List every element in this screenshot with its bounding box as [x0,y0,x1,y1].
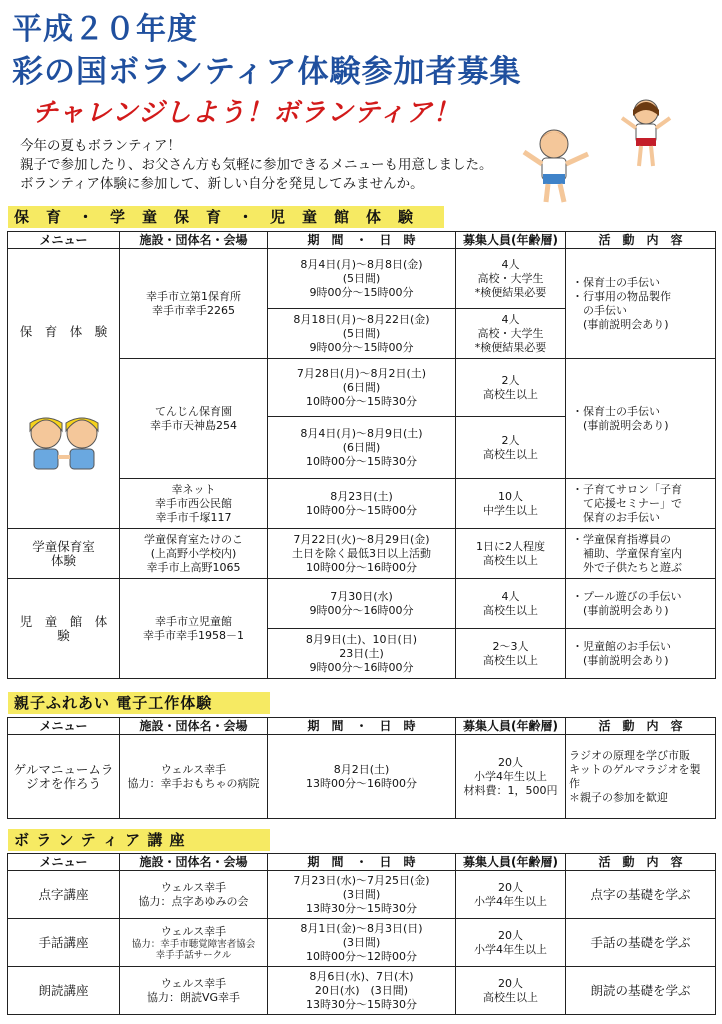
col-activity: 活 動 内 容 [566,718,716,735]
schedule-line: 8月2日(土) [333,762,390,776]
recruit-line: 小学4年生以上 [474,894,547,908]
menu-radio [8,735,120,819]
schedule-cell [268,629,456,679]
schedule-line: (6日間) [342,380,381,394]
activity-line: 外で子供たちと遊ぶ [572,560,682,574]
schedule-cell [268,479,456,529]
facility-name: ウェルス幸手 [160,880,227,894]
schedule-line: 8月6日(水)、7日(木) [309,969,414,983]
schedule-line: 10時00分～15時30分 [306,394,417,408]
table-header-row [8,854,716,871]
schedule-line: 9時00分～15時00分 [309,340,414,354]
table-row [8,735,716,819]
menu-childcare [8,249,120,529]
facility-address: 幸手市千塚117 [155,510,232,524]
activity-cell [566,479,716,529]
facility-cell [120,479,268,529]
facility-address: 幸手市上高野1065 [146,560,241,574]
recruit-cell [456,529,566,579]
facility-cell [120,967,268,1015]
table-row [8,967,716,1015]
recruit-line: 20人 [498,976,523,990]
schedule-line: (3日間) [342,887,381,901]
col-recruit: 募集人員(年齢層) [456,718,566,735]
schedule-cell [268,359,456,417]
recruit-cell [456,629,566,679]
menu-reading: 朗読講座 [8,967,120,1015]
schedule-line: 10時00分～12時00分 [306,949,417,963]
facility-name: ウェルス幸手 [160,762,227,776]
recruit-line: 高校・大学生 [477,271,544,285]
activity-cell [566,629,716,679]
menu-label: 保 育 体 験 [19,324,108,339]
col-menu: メニュー [8,232,120,249]
recruit-line: 高校生以上 [483,603,538,617]
activity-cell [566,529,716,579]
recruit-line: 中学生以上 [483,503,538,517]
facility-cell [120,359,268,479]
recruit-line: 高校生以上 [483,447,538,461]
intro-text [20,137,493,194]
schedule-line: 13時00分～16時00分 [306,776,417,790]
recruit-line: 1日に2人程度 [476,539,545,553]
recruit-line: 高校・大学生 [477,326,544,340]
facility-name: 幸ネット [171,482,216,496]
girl-mascot-illustration [616,96,676,174]
menu-label: ゲルマニュームラ [13,761,114,777]
recruit-line: 2人 [501,373,520,387]
schedule-line: 8月1日(金)～8月3日(日) [300,921,423,935]
activity-line: ・児童館のお手伝い [572,639,671,653]
schedule-line: (5日間) [342,271,381,285]
schedule-line: 8月18日(月)～8月22日(金) [293,312,430,326]
recruit-line: 高校生以上 [483,990,538,1004]
schedule-line: 20日(水) (3日間) [314,983,409,997]
courses-table [7,853,716,1015]
menu-braille: 点字講座 [8,871,120,919]
col-menu: メニュー [8,718,120,735]
schedule-line: 10時00分～15時30分 [306,454,417,468]
section-title-electronics: 親子ふれあい 電子工作体験 [8,692,270,714]
table-row [8,579,716,629]
facility-cell [120,529,268,579]
facility-name: 学童保育室たけのこ [144,532,243,546]
col-facility: 施設・団体名・会場 [120,232,268,249]
schedule-line: 9時00分～15時00分 [309,285,414,299]
col-facility: 施設・団体名・会場 [120,854,268,871]
activity-line: (事前説明会あり) [572,603,669,617]
col-menu: メニュー [8,854,120,871]
facility-address: 幸手市西公民館 [155,496,232,510]
schedule-line: 7月30日(水) [330,589,393,603]
col-schedule: 期 間 ・ 日 時 [268,232,456,249]
schedule-line: 7月28日(月)～8月2日(土) [296,366,427,380]
recruit-cell [456,919,566,967]
section-title-courses: ボ ラ ン テ ィ ア 講 座 [8,829,270,851]
activity-line: (事前説明会あり) [572,317,669,331]
recruit-line: 20人 [498,880,523,894]
facility-name: 幸手市立第1保育所 [146,289,241,303]
col-activity: 活 動 内 容 [566,854,716,871]
facility-partner: 協力：点字あゆみの会 [138,894,249,908]
facility-name: ウェルス幸手 [160,976,227,990]
facility-name: 幸手市立児童館 [155,614,232,628]
recruit-cell [456,309,566,359]
facility-partner: 協力：朗読VG幸手 [146,990,241,1004]
facility-partner: 協力：幸手おもちゃの病院 [127,776,260,790]
intro-line: ボランティア体験に参加して、新しい自分を発見してみませんか。 [20,176,424,192]
challenge-banner: チャレンジしよう！ボランティア！ [32,98,460,128]
table-row [8,529,716,579]
schedule-cell [268,579,456,629]
table-row [8,249,716,309]
recruit-cell [456,871,566,919]
table-header-row [8,232,716,249]
activity-line: ・学童保育指導員の [572,532,671,546]
schedule-line: (3日間) [342,935,381,949]
facility-address: 幸手市幸手2265 [152,303,235,317]
menu-sign-language: 手話講座 [8,919,120,967]
recruit-line: 20人 [498,928,523,942]
activity-cell [566,735,716,819]
recruit-line: 小学4年生以上 [474,769,547,783]
activity-cell [566,249,716,359]
childcare-table [7,231,716,679]
recruit-line: 高校生以上 [483,387,538,401]
activity-line: 作 [569,776,580,790]
schedule-cell [268,871,456,919]
recruit-cell [456,967,566,1015]
menu-label: ジオを作ろう [25,775,101,791]
children-illustration [22,409,106,483]
boy-mascot-illustration [518,124,596,208]
schedule-line: 土日を除く最低3日以上活動 [292,546,431,560]
facility-address: 幸手市幸手1958－1 [143,628,244,642]
activity-line: キットのゲルマラジオを製 [569,762,701,776]
schedule-cell [268,919,456,967]
schedule-line: (6日間) [342,440,381,454]
facility-cell [120,579,268,679]
facility-cell [120,249,268,359]
schedule-line: 10時00分～16時00分 [306,560,417,574]
schedule-line: 7月22日(火)～8月29日(金) [293,532,430,546]
schedule-line: (5日間) [342,326,381,340]
recruit-cell [456,579,566,629]
year-title: 平成２０年度 [12,12,198,47]
table-header-row [8,718,716,735]
col-facility: 施設・団体名・会場 [120,718,268,735]
activity-line: 補助、学童保育室内 [572,546,682,560]
schedule-cell [268,309,456,359]
schedule-line: 8月4日(月)～8月8日(金) [300,257,423,271]
activity-cell: 点字の基礎を学ぶ [566,871,716,919]
main-title: 彩の国ボランティア体験参加者募集 [12,54,522,90]
electronics-table [7,717,716,819]
schedule-cell [268,417,456,479]
col-recruit: 募集人員(年齢層) [456,232,566,249]
intro-line: 親子で参加したり、お父さん方も気軽に参加できるメニューも用意しました。 [20,157,493,173]
schedule-line: 9時00分～16時00分 [309,660,414,674]
activity-line: ・保育士の手伝い [572,275,660,289]
activity-line: ・プール遊びの手伝い [572,589,682,603]
recruit-line: 4人 [501,312,520,326]
menu-childrens-hall: 児 童 館 体 験 [8,579,120,679]
schedule-cell [268,967,456,1015]
recruit-line: 2人 [501,433,520,447]
recruit-line: *検便結果必要 [474,285,547,299]
recruit-cell [456,479,566,529]
activity-line: の手伝い [572,303,627,317]
intro-line: 今年の夏もボランティア！ [20,138,181,154]
recruit-line: 4人 [501,589,520,603]
schedule-line: 23日(土) [339,646,384,660]
recruit-line: 20人 [498,755,523,769]
recruit-line: 10人 [498,489,523,503]
activity-line: 保育のお手伝い [572,510,660,524]
col-recruit: 募集人員(年齢層) [456,854,566,871]
recruit-cell [456,735,566,819]
activity-cell [566,359,716,479]
menu-label: 体験 [50,552,76,568]
menu-label: 学童保育室 [32,538,95,554]
recruit-line: 4人 [501,257,520,271]
activity-line: ラジオの原理を学び市販 [569,748,690,762]
recruit-cell [456,417,566,479]
facility-name: ウェルス幸手 [160,924,227,938]
col-activity: 活 動 内 容 [566,232,716,249]
schedule-cell [268,529,456,579]
facility-cell [120,871,268,919]
activity-cell [566,579,716,629]
activity-line: ・保育士の手伝い [572,404,660,418]
activity-line: ・子育てサロン「子育 [572,482,682,496]
recruit-line: 高校生以上 [483,553,538,567]
facility-name: てんじん保育園 [155,404,232,418]
facility-cell [120,735,268,819]
facility-address: (上高野小学校内) [150,546,237,560]
activity-line: て応援セミナー」で [572,496,682,510]
table-row [8,919,716,967]
recruit-line: 小学4年生以上 [474,942,547,956]
facility-cell [120,919,268,967]
section-title-childcare: 保 育 ・ 学 童 保 育 ・ 児 童 館 体 験 [8,206,444,228]
recruit-line: 高校生以上 [483,653,538,667]
recruit-cell [456,359,566,417]
recruit-line: 材料費：1，500円 [463,783,558,797]
schedule-line: 9時00分～16時00分 [309,603,414,617]
table-row [8,871,716,919]
schedule-line: 8月4日(月)～8月9日(土) [300,426,423,440]
activity-line: (事前説明会あり) [572,418,669,432]
facility-address: 幸手市天神島254 [150,418,237,432]
menu-afterschool [8,529,120,579]
activity-line: ・行事用の物品製作 [572,289,671,303]
activity-cell: 朗読の基礎を学ぶ [566,967,716,1015]
facility-partner: 幸手手話サークル [155,949,232,961]
recruit-cell [456,249,566,309]
schedule-line: 10時00分～15時00分 [306,503,417,517]
activity-line: ＊親子の参加を歓迎 [569,790,668,804]
schedule-line: 13時30分～15時30分 [306,901,417,915]
schedule-line: 13時30分～15時30分 [306,997,417,1011]
schedule-line: 7月23日(水)～7月25日(金) [293,873,430,887]
schedule-line: 8月9日(土)、10日(日) [305,632,418,646]
activity-cell: 手話の基礎を学ぶ [566,919,716,967]
schedule-cell [268,735,456,819]
recruit-line: *検便結果必要 [474,340,547,354]
recruit-line: 2～3人 [492,639,529,653]
activity-line: (事前説明会あり) [572,653,669,667]
schedule-cell [268,249,456,309]
schedule-line: 8月23日(土) [330,489,393,503]
facility-partner: 協力：幸手市聴覚障害者協会 [131,938,256,950]
col-schedule: 期 間 ・ 日 時 [268,854,456,871]
col-schedule: 期 間 ・ 日 時 [268,718,456,735]
